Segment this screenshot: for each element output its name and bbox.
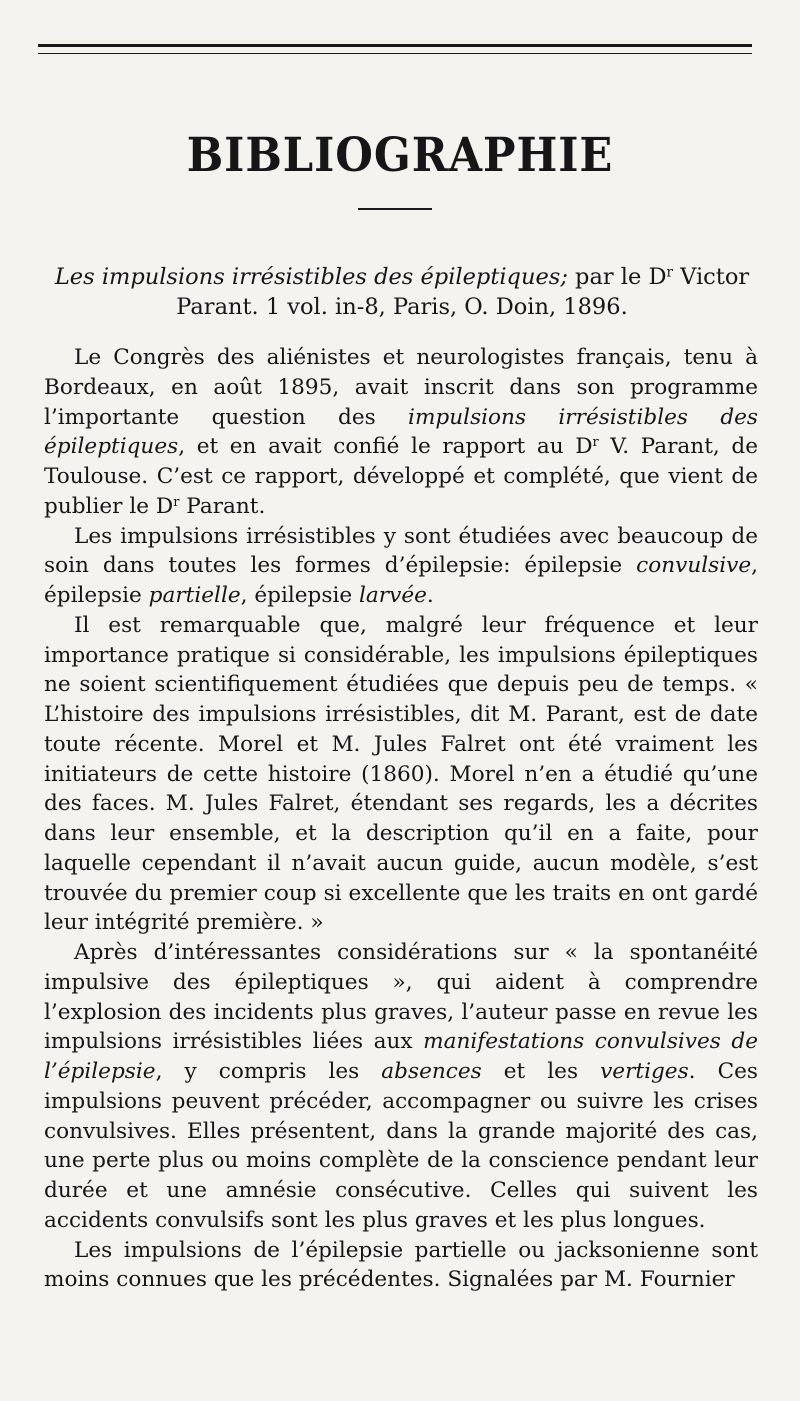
- citation-title: Les impulsions irrésistibles des épileptiques;: [54, 264, 568, 290]
- review-body: [44, 343, 758, 1295]
- p1-emphasis: impulsions irrésistibles des épileptiques: [44, 404, 759, 460]
- p2-text-e: , épilepsie: [240, 583, 360, 608]
- citation-rest: Victor Parant. 1 vol. in-8, Paris, O. Doin, 1896.: [176, 264, 750, 320]
- p1-text-c: , et en avait confié le rapport au D: [178, 434, 593, 460]
- heading-divider: [358, 208, 432, 210]
- paragraph-5: Les impulsions de l’épilepsie partielle ou jacksonienne sont moins connues que les précédentes. Signalées par M. Fournier: [44, 1237, 758, 1293]
- header-rule-thick: [38, 44, 752, 47]
- section-heading: BIBLIOGRAPHIE: [186, 128, 614, 183]
- book-citation: [48, 262, 756, 322]
- p4-text-c: , y compris les: [155, 1059, 382, 1084]
- p2-text-g: .: [426, 583, 434, 608]
- p4-text-e: et les: [481, 1059, 601, 1084]
- p4-text-g: . Ces impulsions peuvent précéder, accompagner ou suivre les crises convulsives. Elles présentent, dans la grande majorité des cas, une perte plus ou moins complète de la conscience pendant leur durée et une amnésie consécutive. Celles qui suivent les accidents convulsifs sont les plus graves et les plus longues.: [44, 1059, 758, 1233]
- paragraph-3: Il est remarquable que, malgré leur fréquence et leur importance pratique si considérable, les impulsions épileptiques ne soient scientifiquement étudiées que depuis peu de temps. « L’histoire des impulsions irrésistibles, dit M. Parant, est de date toute récente. Morel et M. Jules Falret ont été vraiment les initiateurs de cette histoire (1860). Morel n’en a étudié qu’une des faces. M. Jules Falret, étendant ses regards, les a décrites dans leur ensemble, et la description qu’il en a faite, pour laquelle cependant il n’avait aucun guide, aucun modèle, s’est trouvée du premier coup si excellente que les traits en ont gardé leur intégrité première. »: [44, 612, 758, 936]
- p4-emphasis-2: absences: [381, 1059, 482, 1084]
- paragraph-1: [44, 343, 758, 522]
- p1-text-d: V. Parant, de Toulouse. C’est ce rapport, développé et complété, que vient de publier le D: [44, 434, 758, 519]
- header-rules: [38, 44, 752, 54]
- p2-emphasis-3: larvée: [359, 583, 427, 608]
- p2-text-c: , épilepsie: [44, 553, 758, 608]
- p1-sup-1: r: [592, 435, 599, 451]
- p1-text-a: Le Congrès des aliénistes et neurologistes français, tenu à Bordeaux, en août 1895, avait inscrit dans son programme l’importante question des: [44, 345, 758, 430]
- paragraph-2: [44, 522, 758, 611]
- p4-emphasis-3: vertiges: [600, 1059, 689, 1084]
- p1-text-e: Parant.: [179, 493, 266, 519]
- p4-emphasis-1: manifestations convulsives de l’épilepsie: [44, 1029, 758, 1084]
- p4-text-a: Après d’intéressantes considérations sur « la spontanéité impulsive des épileptiques », qui aident à comprendre l’explosion des incidents plus graves, l’auteur passe en revue les impulsions irrésistibles liées aux: [44, 940, 758, 1055]
- paragraph-4: [44, 938, 758, 1236]
- p2-emphasis-1: convulsive: [636, 553, 752, 579]
- citation-by: par le D: [567, 264, 667, 290]
- p1-sup-2: r: [173, 494, 180, 510]
- p2-text-a: Les impulsions irrésistibles y sont étudiées avec beaucoup de soin dans toutes les formes d’épilepsie: épilepsie: [44, 523, 758, 579]
- citation-sup: r: [666, 264, 673, 281]
- p2-emphasis-2: partielle: [148, 583, 241, 608]
- header-rule-thin: [38, 53, 752, 54]
